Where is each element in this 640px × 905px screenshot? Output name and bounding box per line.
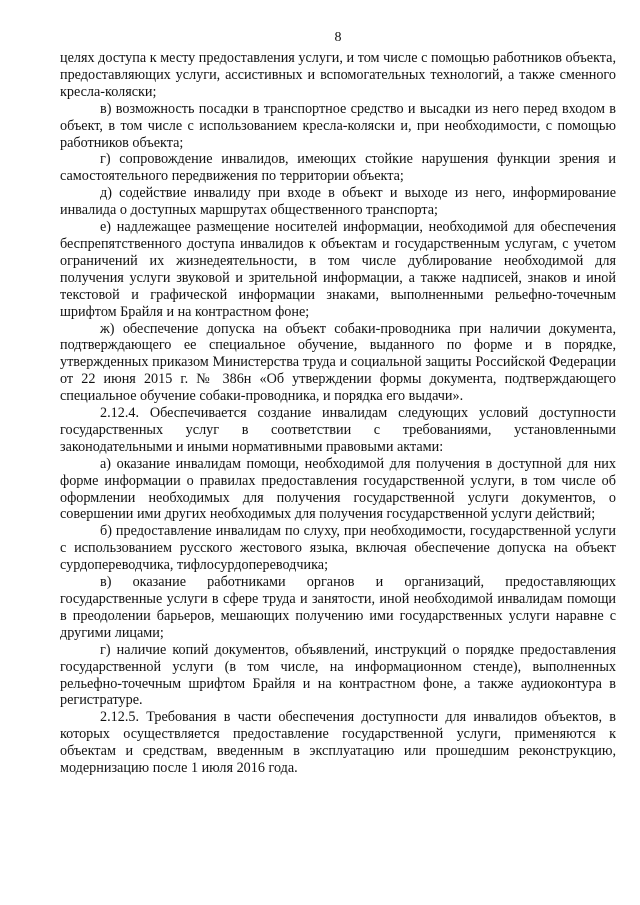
paragraph-item-zh: ж) обеспечение допуска на объект собаки-проводника при наличии документа, подтверждающего ее специальное обучение, выданного по форме и в порядке, утвержденных приказом Министерства труда и социальной защиты Российской Федерации от 22 июня 2015 г. № 386н «Об утверждении формы документа, подтверждающего специальное обучение собаки-проводника, и порядка его выдачи». xyxy=(60,320,616,405)
paragraph-item-v2: в) оказание работниками органов и организаций, предоставляющих государственные услуги в сфере труда и занятости, иной необходимой инвалидам помощи в преодолении барьеров, мешающих получению ими государственных услуги наравне с другими лицами; xyxy=(60,574,616,641)
paragraph-item-e: е) надлежащее размещение носителей информации, необходимой для обеспечения беспрепятственного доступа инвалидов к объектам и государственным услугам, с учетом ограничений их жизнедеятельности, в том числе дублирование необходимой для получения услуги звуковой и зрительной информации, а также надписей, знаков и иной текстовой и графической информации знаками, выполненными рельефно-точечным шрифтом Брайля и на контрастном фоне; xyxy=(60,219,616,320)
paragraph-item-g: г) сопровождение инвалидов, имеющих стойкие нарушения функции зрения и самостоятельного передвижения по территории объекта; xyxy=(60,151,616,185)
paragraph-item-d: д) содействие инвалиду при входе в объект и выходе из него, информирование инвалида о доступных маршрутах общественного транспорта; xyxy=(60,185,616,219)
paragraph-item-v: в) возможность посадки в транспортное средство и высадки из него перед входом в объект, в том числе с использованием кресла-коляски и, при необходимости, с помощью работников объекта; xyxy=(60,100,616,151)
page-number: 8 xyxy=(334,30,342,45)
paragraph-continuation: целях доступа к месту предоставления услуги, и том числе с помощью работников объекта, предоставляющих услуги, ассистивных и вспомогательных технологий, а также сменного кресла-коляски; xyxy=(60,50,616,100)
paragraph-item-g2: г) наличие копий документов, объявлений, инструкций о порядке предоставления государственной услуги (в том числе, на информационном стенде), выполненных рельефно-точечным шрифтом Брайля и на контрастном фоне, а также аудиоконтура в регистратуре. xyxy=(60,641,616,709)
paragraph-item-b: б) предоставление инвалидам по слуху, при необходимости, государственной услуги с использованием русского жестового языка, включая обеспечение допуска на объект сурдопереводчика, тифлосурдопереводчика; xyxy=(60,523,616,574)
document-body xyxy=(60,50,616,777)
paragraph-item-a: а) оказание инвалидам помощи, необходимой для получения в доступной для них форме информации о правилах предоставления государственной услуги, в том числе об оформлении необходимых для получения государственной услуги документов, о совершении ими других необходимых для получения государственной услуги действий; xyxy=(60,455,616,523)
section-2-12-4: 2.12.4. Обеспечивается создание инвалидам следующих условий доступности государственных услуг в соответствии с требованиями, установленными законодательными и иными нормативными правовыми актами: xyxy=(60,405,616,455)
section-2-12-5: 2.12.5. Требования в части обеспечения доступности для инвалидов объектов, в которых осуществляется предоставление государственной услуги, применяются к объектам и средствам, введенным в эксплуатацию или прошедшим реконструкцию, модернизацию после 1 июля 2016 года. xyxy=(60,709,616,777)
